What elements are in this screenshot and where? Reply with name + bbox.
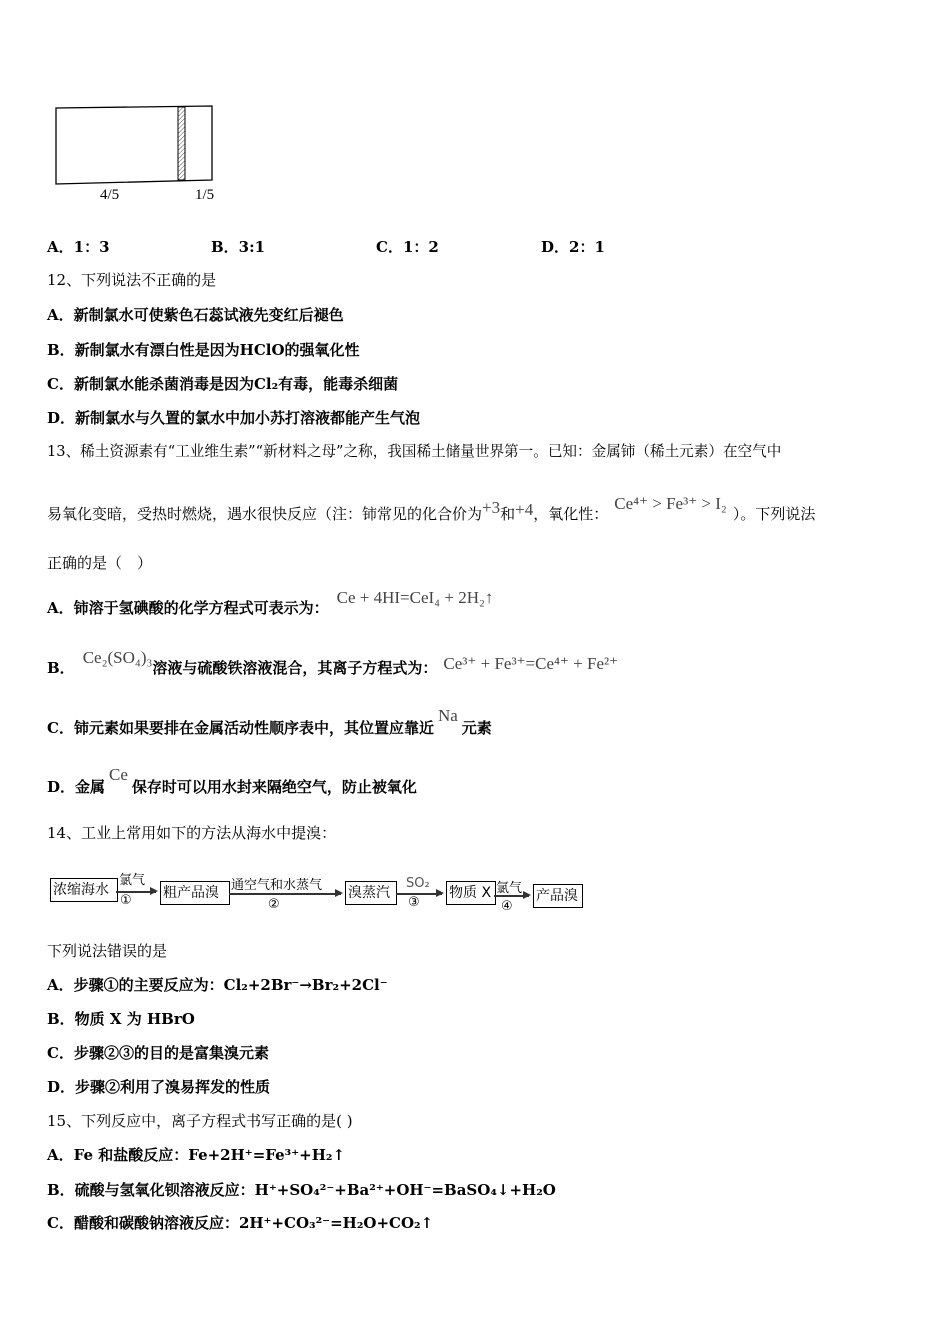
fraction-left: 4/5	[100, 187, 120, 203]
q13-option-d[interactable]	[47, 765, 417, 797]
step-number: ④	[501, 899, 513, 914]
element: Ce	[109, 765, 128, 784]
flow-box-2: 粗产品溴	[160, 881, 230, 905]
text: 和	[500, 505, 516, 523]
q12-stem: 12、下列说法不正确的是	[47, 271, 217, 289]
flow-label: 氯气	[119, 873, 146, 888]
q14-option-c[interactable]: C．步骤②③的目的是富集溴元素	[47, 1044, 269, 1062]
oxidation-order: Ce⁴⁺ > Fe³⁺ > I₂	[614, 494, 727, 513]
equation: Ce + 4HI=CeI₄ + 2H₂↑	[336, 588, 494, 607]
step-number: ②	[268, 897, 280, 912]
text: D．金属	[47, 778, 106, 796]
text: 溶液与硫酸铁溶液混合，其离子方程式为：	[152, 659, 438, 677]
q14-stem: 14、工业上常用如下的方法从海水中提溴：	[47, 824, 337, 842]
q15-option-a[interactable]: A．Fe 和盐酸反应：Fe+2H⁺=Fe³⁺+H₂↑	[47, 1146, 346, 1164]
q13-option-b[interactable]	[47, 648, 619, 678]
text: 易氧化变暗，受热时燃烧，遇水很快反应（注：铈常见的化合价为	[47, 505, 483, 523]
flow-box-1: 浓缩海水	[50, 878, 118, 902]
fraction-right: 1/5	[195, 187, 215, 203]
q11-option-d[interactable]: D．2：1	[541, 238, 605, 256]
element: Na	[437, 706, 458, 725]
text: 元素	[461, 719, 492, 737]
q12-option-a[interactable]: A．新制氯水可使紫色石蕊试液先变红后褪色	[47, 306, 344, 324]
flow-box-5: 产品溴	[533, 884, 583, 908]
formula: Ce₂(SO₄)₃	[82, 648, 153, 667]
q13-stem-line1: 13、稀土资源素有“工业维生素”“新材料之母”之称，我国稀土储量世界第一。已知：金属铈（稀土元素）在空气中	[47, 443, 782, 460]
q14-option-b[interactable]: B．物质 X 为 HBrO	[47, 1010, 195, 1028]
q12-option-d[interactable]: D．新制氯水与久置的氯水中加小苏打溶液都能产生气泡	[47, 409, 421, 427]
q15-option-b[interactable]: B．硫酸与氢氧化钡溶液反应：H⁺+SO₄²⁻+Ba²⁺+OH⁻=BaSO₄↓+H₂O	[47, 1181, 556, 1199]
q12-option-b[interactable]: B．新制氯水有漂白性是因为HClO的强氧化性	[47, 341, 360, 359]
text: 保存时可以用水封来隔绝空气，防止被氧化	[131, 778, 417, 796]
valence-4: +4	[515, 500, 534, 519]
q14-option-a[interactable]: A．步骤①的主要反应为：Cl₂+2Br⁻→Br₂+2Cl⁻	[47, 976, 388, 994]
flow-label: 通空气和水蒸气	[231, 878, 323, 893]
text: ，氧化性：	[533, 505, 609, 523]
q15-option-c[interactable]: C．醋酸和碳酸钠溶液反应：2H⁺+CO₃²⁻=H₂O+CO₂↑	[47, 1214, 434, 1232]
q11-option-a[interactable]: A．1：3	[47, 238, 110, 256]
label: A．铈溶于氢碘酸的化学方程式可表示为：	[47, 599, 329, 617]
q13-stem-line3: 正确的是（ ）	[47, 554, 153, 572]
valence-3: +3	[482, 498, 501, 517]
q13-option-c[interactable]	[47, 706, 492, 738]
flow-arrow	[229, 893, 341, 895]
q12-option-c[interactable]: C．新制氯水能杀菌消毒是因为Cl₂有毒，能毒杀细菌	[47, 375, 399, 393]
step-number: ③	[408, 895, 420, 910]
flow-label: 氯气	[496, 881, 523, 896]
equation: Ce³⁺ + Fe³⁺=Ce⁴⁺ + Fe²⁺	[443, 654, 619, 673]
q13-stem-line2	[47, 494, 816, 524]
q11-option-c[interactable]: C．1：2	[376, 238, 439, 256]
flow-label: SO₂	[406, 876, 430, 891]
q11-option-b[interactable]: B．3:1	[211, 238, 266, 256]
q14-option-d[interactable]: D．步骤②利用了溴易挥发的性质	[47, 1078, 271, 1096]
q15-stem: 15、下列反应中，离子方程式书写正确的是( )	[47, 1112, 353, 1130]
text: C．铈元素如果要排在金属活动性顺序表中，其位置应靠近	[47, 719, 434, 737]
step-number: ①	[120, 893, 132, 908]
flow-box-4: 物质 X	[446, 881, 496, 905]
label: B．	[47, 659, 75, 677]
text: ）。下列说法	[732, 505, 816, 523]
q14-subquestion: 下列说法错误的是	[47, 942, 168, 960]
q13-option-a[interactable]	[47, 588, 494, 618]
flow-box-3: 溴蒸汽	[345, 881, 397, 905]
